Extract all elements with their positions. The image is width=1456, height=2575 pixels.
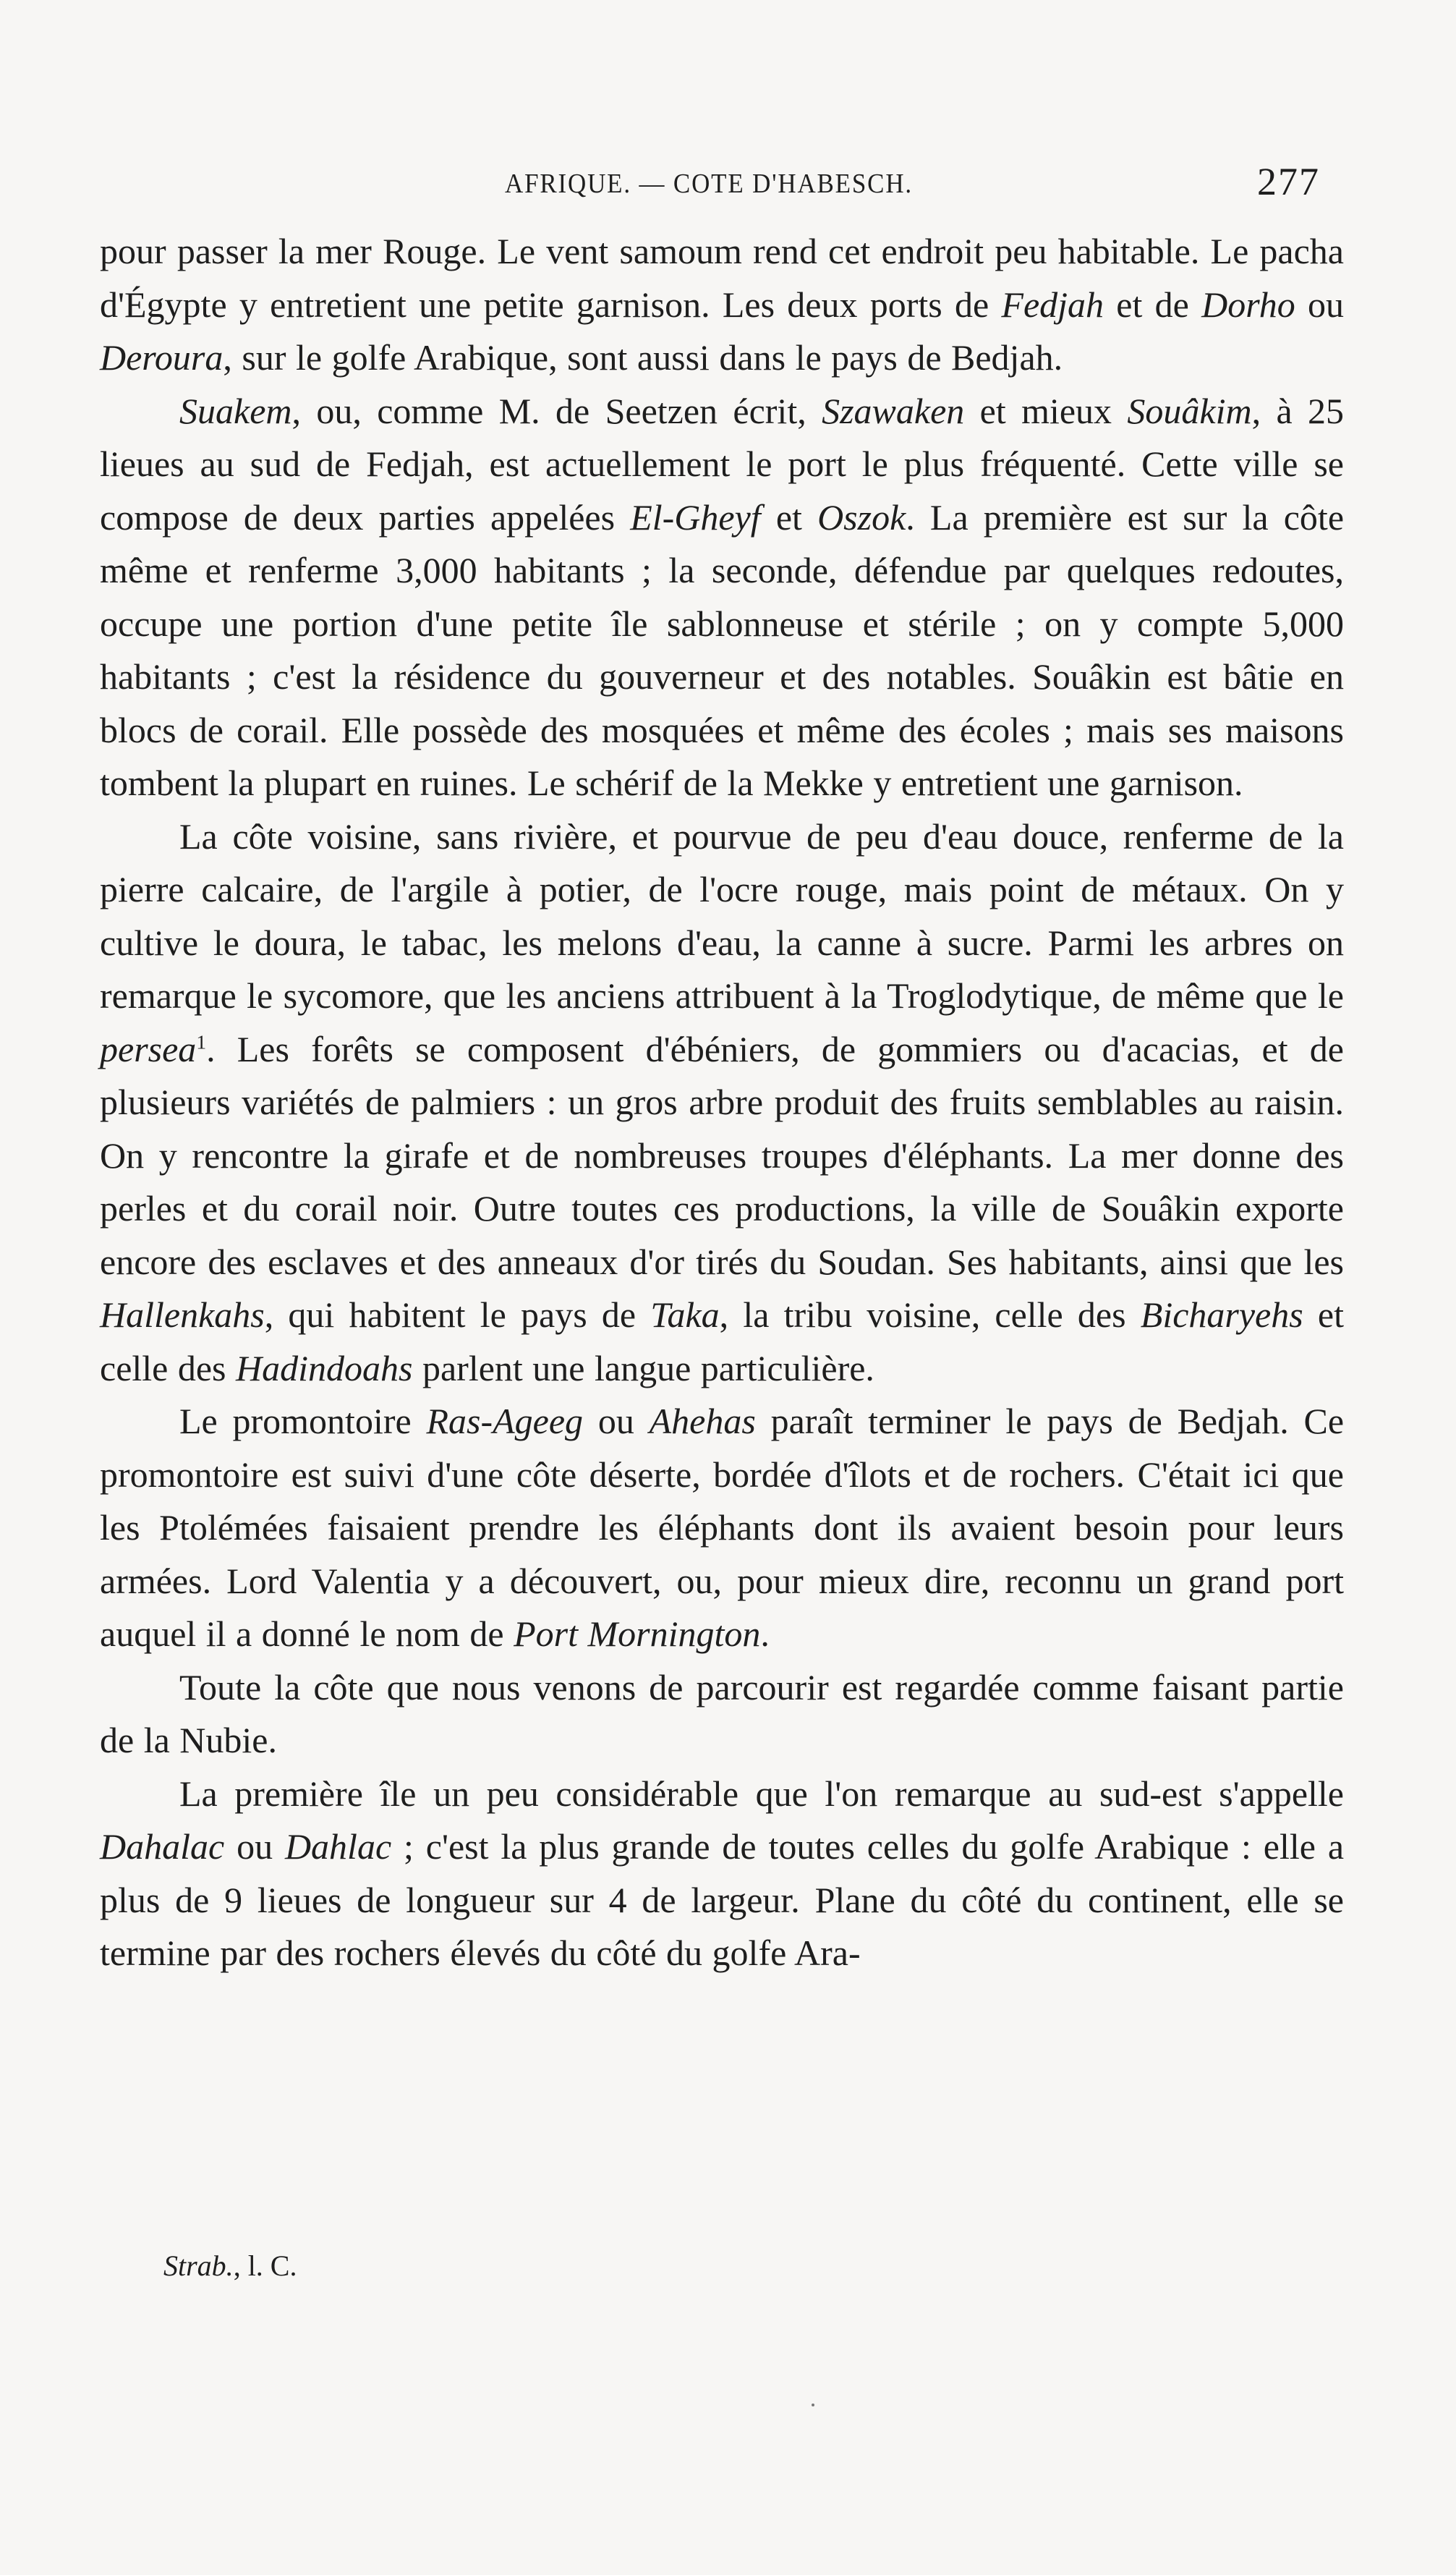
paragraph-cote-voisine [100,810,1344,1396]
text-run: Le promontoire [179,1401,427,1441]
text-run: , qui habitent le pays de [264,1294,651,1335]
italic-term: Taka [650,1294,720,1335]
footnote-ref: 1 [196,1030,207,1053]
italic-term: Port Mornington [514,1613,761,1654]
text-run: , l. C. [233,2249,297,2282]
body-text [100,225,1344,1980]
italic-term: Suakem [179,390,292,431]
text-run: , ou, comme M. de Seetzen écrit, [291,390,822,431]
text-run: . Les forêts se composent d'ébéniers, de gommiers ou d'acacias, et de plusieurs variétés de palmiers : un gros arbre produit des fruits semblables au raisin. On y rencontre la girafe et de nombreuses troupes d'éléphants. La mer donne des perles et du corail noir. Outre toutes ces productions, la ville de Souâkin exporte encore des esclaves et des anneaux d'or tirés du Soudan. Ses habitants, ainsi que les [100,1028,1344,1282]
italic-term: Bicharyehs [1140,1294,1303,1335]
text-run: , à 25 lieues au sud de Fedjah, est actuellement le port le plus fréquenté. Cette ville se compose de deux parties appelées [100,390,1345,538]
text-run: ou [1295,284,1345,325]
text-run: et celle des [100,1294,1344,1388]
italic-term: Souâkim [1127,390,1252,431]
paragraph-fedjah [100,225,1344,385]
text-run: , sur le golfe Arabique, sont aussi dans le pays de Bedjah. [223,337,1063,378]
italic-term: Dahalac [100,1826,225,1867]
italic-term: El-Gheyf [630,496,761,538]
italic-term: Szawaken [822,390,965,431]
text-run: ou [583,1401,650,1441]
italic-term: Hadindoahs [236,1347,413,1388]
paragraph-dahalac [100,1768,1344,1980]
italic-term: Deroura [100,337,223,378]
text-run: . La première est sur la côte même et renferme 3,000 habitants ; la seconde, défendue par quelques redoutes, occupe une portion d'une petite île sablonneuse et stérile ; on y compte 5,000 habitants ; c'est la résidence du gouverneur et des notables. Souâkin est bâtie en blocs de corail. Elle possède des mosquées et même des écoles ; mais ses maisons tombent la plupart en ruines. Le schérif de la Mekke y entretient une garnison. [100,496,1345,803]
footnote [100,2244,1344,2288]
text-run: La côte voisine, sans rivière, et pourvue de peu d'eau douce, renferme de la pierre calcaire, de l'argile à potier, de l'ocre rouge, mais point de métaux. On y cultive le doura, le tabac, les melons d'eau, la canne à sucre. Parmi les arbres on remarque le sycomore, que les anciens attribuent à la Troglodytique, de même que le [100,815,1344,1016]
text-run: ou [224,1826,285,1867]
text-run: , la tribu voisine, celle des [719,1294,1141,1335]
italic-term: Dahlac [284,1826,392,1867]
italic-term: Ahehas [649,1401,756,1441]
text-run: et mieux [964,390,1128,431]
paragraph-suakem [100,385,1344,810]
italic-term: persea [100,1028,197,1069]
paragraph-nubie [100,1661,1344,1768]
italic-term: Fedjah [1001,284,1104,325]
running-head-title: AFRIQUE. — COTE D'HABESCH. [504,169,913,199]
print-speck [812,2404,814,2406]
paragraph-ras-ageeg [100,1395,1344,1661]
text-run: et de [1104,284,1202,325]
text-run: paraît terminer le pays de Bedjah. Ce promontoire est suivi d'une côte déserte, bordée d'îlots et de rochers. C'était ici que les Ptolémées faisaient prendre les éléphants dont ils avaient besoin pour leurs armées. Lord Valentia y a découvert, ou, pour mieux dire, reconnu un grand port auquel il a donné le nom de [100,1401,1345,1654]
text-run: pour passer la mer Rouge. Le vent samoum rend cet endroit peu habitable. Le pacha d'Égypte y entretient une petite garnison. Les deux ports de [100,231,1344,325]
text-run: ; c'est la plus grande de toutes celles du golfe Arabique : elle a plus de 9 lieues de longueur sur 4 de largeur. Plane du côté du continent, elle se termine par des rochers élevés du côté du golfe Ara- [100,1826,1345,1973]
italic-term: Hallenkahs [100,1294,265,1335]
italic-term: Dorho [1201,284,1295,325]
text-run: Toute la côte que nous venons de parcourir est regardée comme faisant partie de la Nubie. [100,1666,1344,1760]
text-run: et [760,496,818,538]
text-run: parlent une langue particulière. [412,1347,874,1388]
text-run: . [760,1613,770,1654]
italic-term: Oszok [817,496,906,538]
italic-term: Strab. [163,2249,234,2282]
page-number: 277 [1257,160,1320,203]
italic-term: Ras-Ageeg [426,1401,584,1441]
text-run: La première île un peu considérable que l'on remarque au sud-est s'appelle [179,1773,1344,1814]
running-head [0,161,1456,207]
